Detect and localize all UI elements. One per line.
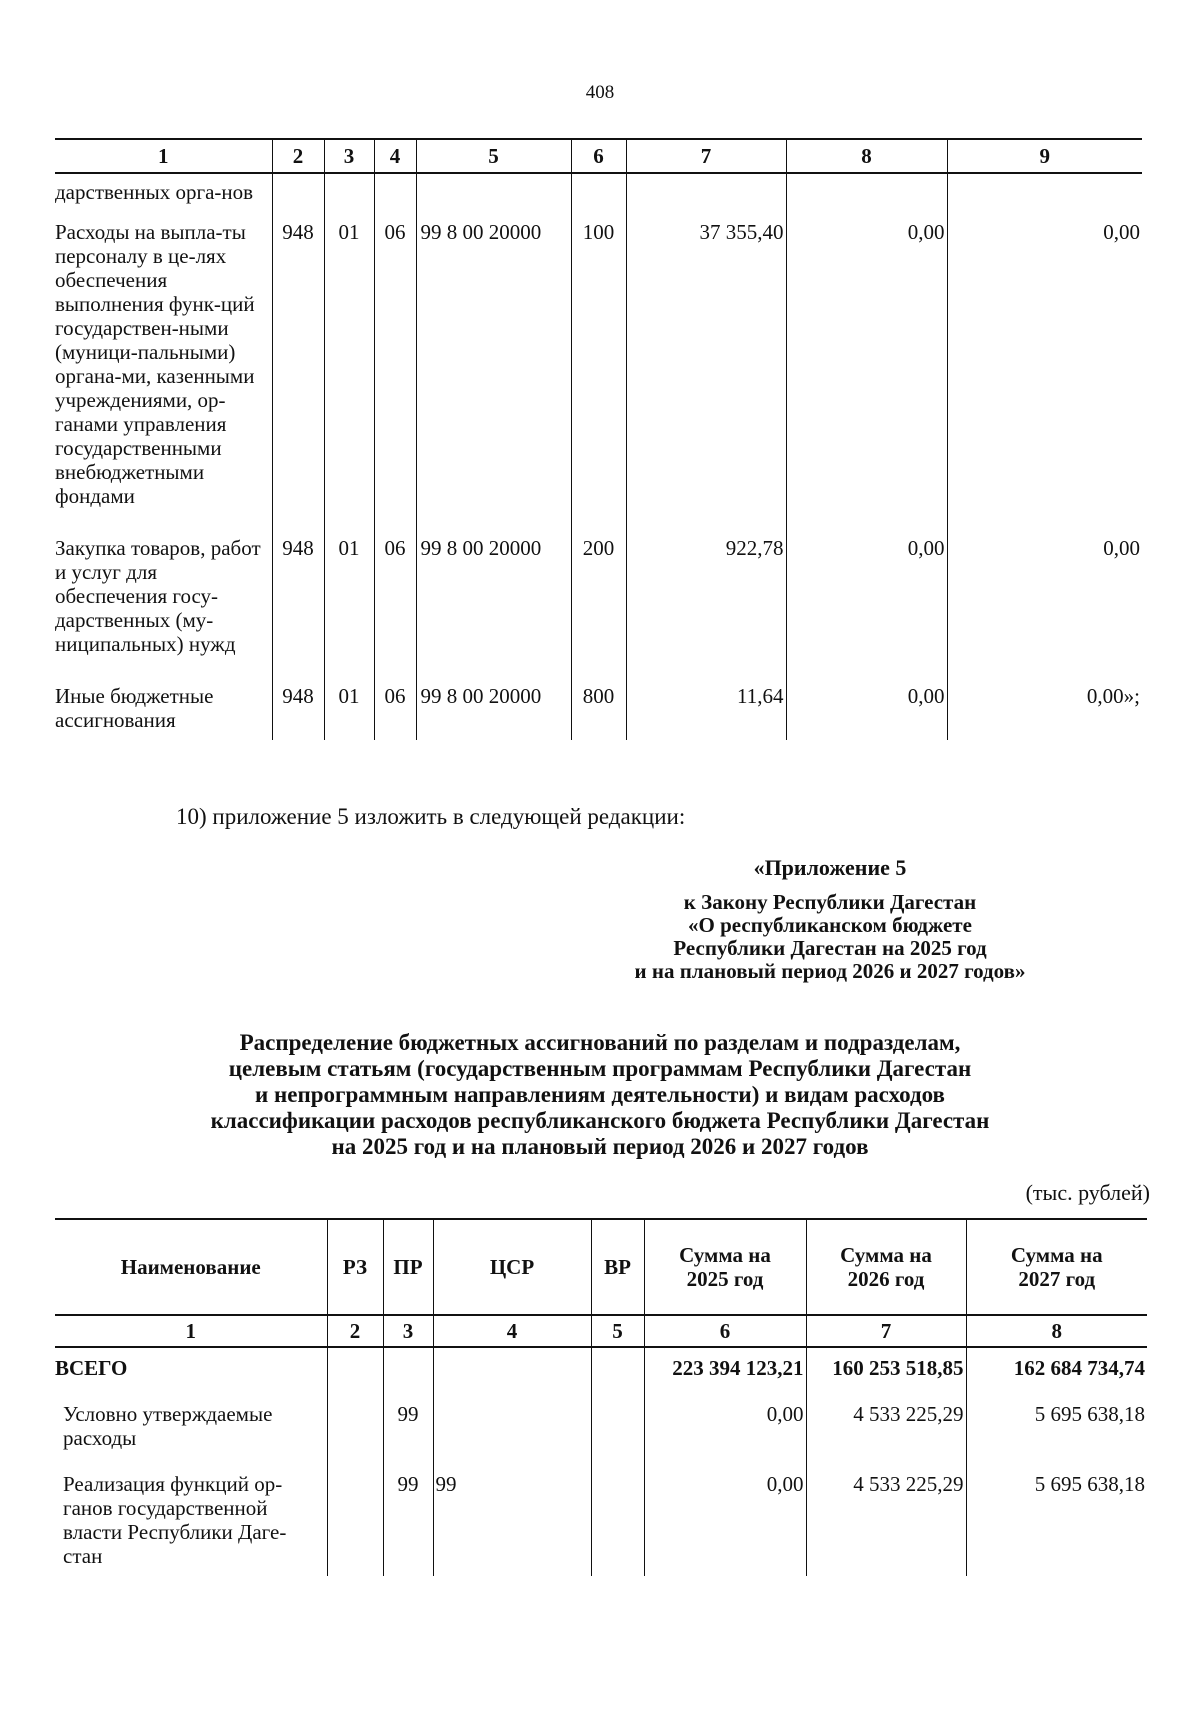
- cell-pr: 99: [383, 1394, 433, 1464]
- cell: [626, 173, 786, 214]
- table-row: [55, 214, 1142, 530]
- appendix-header: [560, 856, 1100, 983]
- col-5: 5: [416, 139, 571, 173]
- cell-sum-2025: 11,64: [626, 678, 786, 740]
- cell-csr: [433, 1347, 591, 1394]
- cell-sum-2025: 37 355,40: [626, 214, 786, 530]
- col-2: 2: [272, 139, 324, 173]
- row-name: Закупка товаров, работ и услуг для обеспечения госу-дарственных (му-ниципальных) нужд: [55, 536, 261, 656]
- cell-sum-2027: 5 695 638,18: [966, 1464, 1147, 1576]
- header-rz: РЗ: [327, 1219, 383, 1315]
- cell: [947, 173, 1142, 214]
- appendix-line: и на плановый период 2026 и 2027 годов»: [634, 959, 1026, 983]
- column-number-row: [55, 1315, 1147, 1347]
- cell: [571, 173, 626, 214]
- col-4: 4: [374, 139, 416, 173]
- cell-sum-2027: 5 695 638,18: [966, 1394, 1147, 1464]
- cell: [272, 173, 324, 214]
- heading-line: на 2025 год и на плановый период 2026 и 2027 годов: [331, 1134, 869, 1159]
- cell-sum-2025: 922,78: [626, 530, 786, 678]
- header-csr: ЦСР: [433, 1219, 591, 1315]
- document-heading: [0, 1030, 1200, 1160]
- table-row: [55, 678, 1142, 740]
- col-3: 3: [324, 139, 374, 173]
- cell-rz: [327, 1464, 383, 1576]
- header-sum-2025: Сумма на 2025 год: [644, 1219, 806, 1315]
- cell-pr: 06: [374, 214, 416, 530]
- col-1: 1: [55, 139, 272, 173]
- appendix-line: Республики Дагестан на 2025 год: [673, 936, 987, 960]
- col-2: 2: [327, 1315, 383, 1347]
- col-7: 7: [626, 139, 786, 173]
- cell-sum-2025: 0,00: [644, 1464, 806, 1576]
- cell-vr: 800: [571, 678, 626, 740]
- table-row-total: [55, 1347, 1147, 1394]
- table-row: [55, 1464, 1147, 1576]
- page-number: 408: [585, 82, 615, 103]
- cell-rz: [327, 1394, 383, 1464]
- col-6: 6: [571, 139, 626, 173]
- cell: [324, 173, 374, 214]
- cell-gov: 948: [272, 214, 324, 530]
- cell-sum-2027: 0,00: [947, 214, 1142, 530]
- cell-vr: [591, 1464, 644, 1576]
- cell-sum-2025: 0,00: [644, 1394, 806, 1464]
- cell-gov: 948: [272, 530, 324, 678]
- cell-sum-2027: 162 684 734,74: [966, 1347, 1147, 1394]
- cell-rz: [327, 1347, 383, 1394]
- header-sum-2026: Сумма на 2026 год: [806, 1219, 966, 1315]
- cell-sum-2026: 0,00: [786, 214, 947, 530]
- col-6: 6: [644, 1315, 806, 1347]
- cell-csr: [433, 1394, 591, 1464]
- col-8: 8: [786, 139, 947, 173]
- cell-sum-2026: 160 253 518,85: [806, 1347, 966, 1394]
- cell-pr: 99: [383, 1464, 433, 1576]
- cell-sum-2026: 4 533 225,29: [806, 1464, 966, 1576]
- heading-line: классификации расходов республиканского бюджета Республики Дагестан: [210, 1108, 990, 1133]
- heading-line: Распределение бюджетных ассигнований по разделам и подразделам,: [239, 1030, 961, 1055]
- cell-pr: 06: [374, 530, 416, 678]
- header-vr: ВР: [591, 1219, 644, 1315]
- budget-distribution-table: [55, 1218, 1147, 1576]
- row-name: Условно утверждаемые расходы: [63, 1402, 273, 1450]
- header-row: [55, 1219, 1147, 1315]
- table-row: [55, 1394, 1147, 1464]
- cell-csr: 99 8 00 20000: [416, 678, 571, 740]
- appendix-line: к Закону Республики Дагестан: [683, 890, 977, 914]
- cell-sum-2027: 0,00: [947, 530, 1142, 678]
- cell-vr: [591, 1394, 644, 1464]
- table-row: [55, 173, 1142, 214]
- cell: [374, 173, 416, 214]
- table-row: [55, 530, 1142, 678]
- appendix-line: «О республиканском бюджете: [688, 913, 972, 937]
- cell-sum-2027: 0,00»;: [947, 678, 1142, 740]
- col-4: 4: [433, 1315, 591, 1347]
- cell-sum-2025: 223 394 123,21: [644, 1347, 806, 1394]
- appendix-title: «Приложение 5: [753, 855, 907, 880]
- header-name: Наименование: [55, 1219, 327, 1315]
- cell-pr: 06: [374, 678, 416, 740]
- col-1: 1: [55, 1315, 327, 1347]
- column-number-row: [55, 139, 1142, 173]
- row-name: ВСЕГО: [55, 1356, 128, 1380]
- cell-csr: 99 8 00 20000: [416, 530, 571, 678]
- cell-sum-2026: 4 533 225,29: [806, 1394, 966, 1464]
- col-8: 8: [966, 1315, 1147, 1347]
- col-3: 3: [383, 1315, 433, 1347]
- cell-vr: 100: [571, 214, 626, 530]
- row-name: дарственных орга-нов: [55, 180, 254, 204]
- col-9: 9: [947, 139, 1142, 173]
- row-name: Расходы на выпла-ты персоналу в це-лях обеспечения выполнения функ-ций государствен-ными (муници-пальными) органа-ми, казенными учреждениями, ор-ганами управления государственными внебюджетными фондами: [55, 220, 255, 508]
- header-sum-2027: Сумма на 2027 год: [966, 1219, 1147, 1315]
- row-name: Реализация функций ор-ганов государственной власти Республики Даге-стан: [63, 1472, 287, 1568]
- col-5: 5: [591, 1315, 644, 1347]
- col-7: 7: [806, 1315, 966, 1347]
- cell-vr: [591, 1347, 644, 1394]
- heading-line: и непрограммным направлениям деятельности) и видам расходов: [255, 1082, 945, 1107]
- heading-line: целевым статьям (государственным программам Республики Дагестан: [228, 1056, 972, 1081]
- row-name: Иные бюджетные ассигнования: [55, 684, 214, 732]
- cell: [416, 173, 571, 214]
- budget-table-continuation: [55, 138, 1142, 740]
- cell-sum-2026: 0,00: [786, 530, 947, 678]
- cell-gov: 948: [272, 678, 324, 740]
- cell-csr: 99 8 00 20000: [416, 214, 571, 530]
- cell-rz: 01: [324, 214, 374, 530]
- header-pr: ПР: [383, 1219, 433, 1315]
- cell-rz: 01: [324, 678, 374, 740]
- cell-sum-2026: 0,00: [786, 678, 947, 740]
- cell: [786, 173, 947, 214]
- cell-pr: [383, 1347, 433, 1394]
- amendment-paragraph: 10) приложение 5 изложить в следующей редакции:: [176, 804, 686, 829]
- cell-csr: 99: [433, 1464, 591, 1576]
- units-label: (тыс. рублей): [1025, 1180, 1150, 1205]
- cell-rz: 01: [324, 530, 374, 678]
- cell-vr: 200: [571, 530, 626, 678]
